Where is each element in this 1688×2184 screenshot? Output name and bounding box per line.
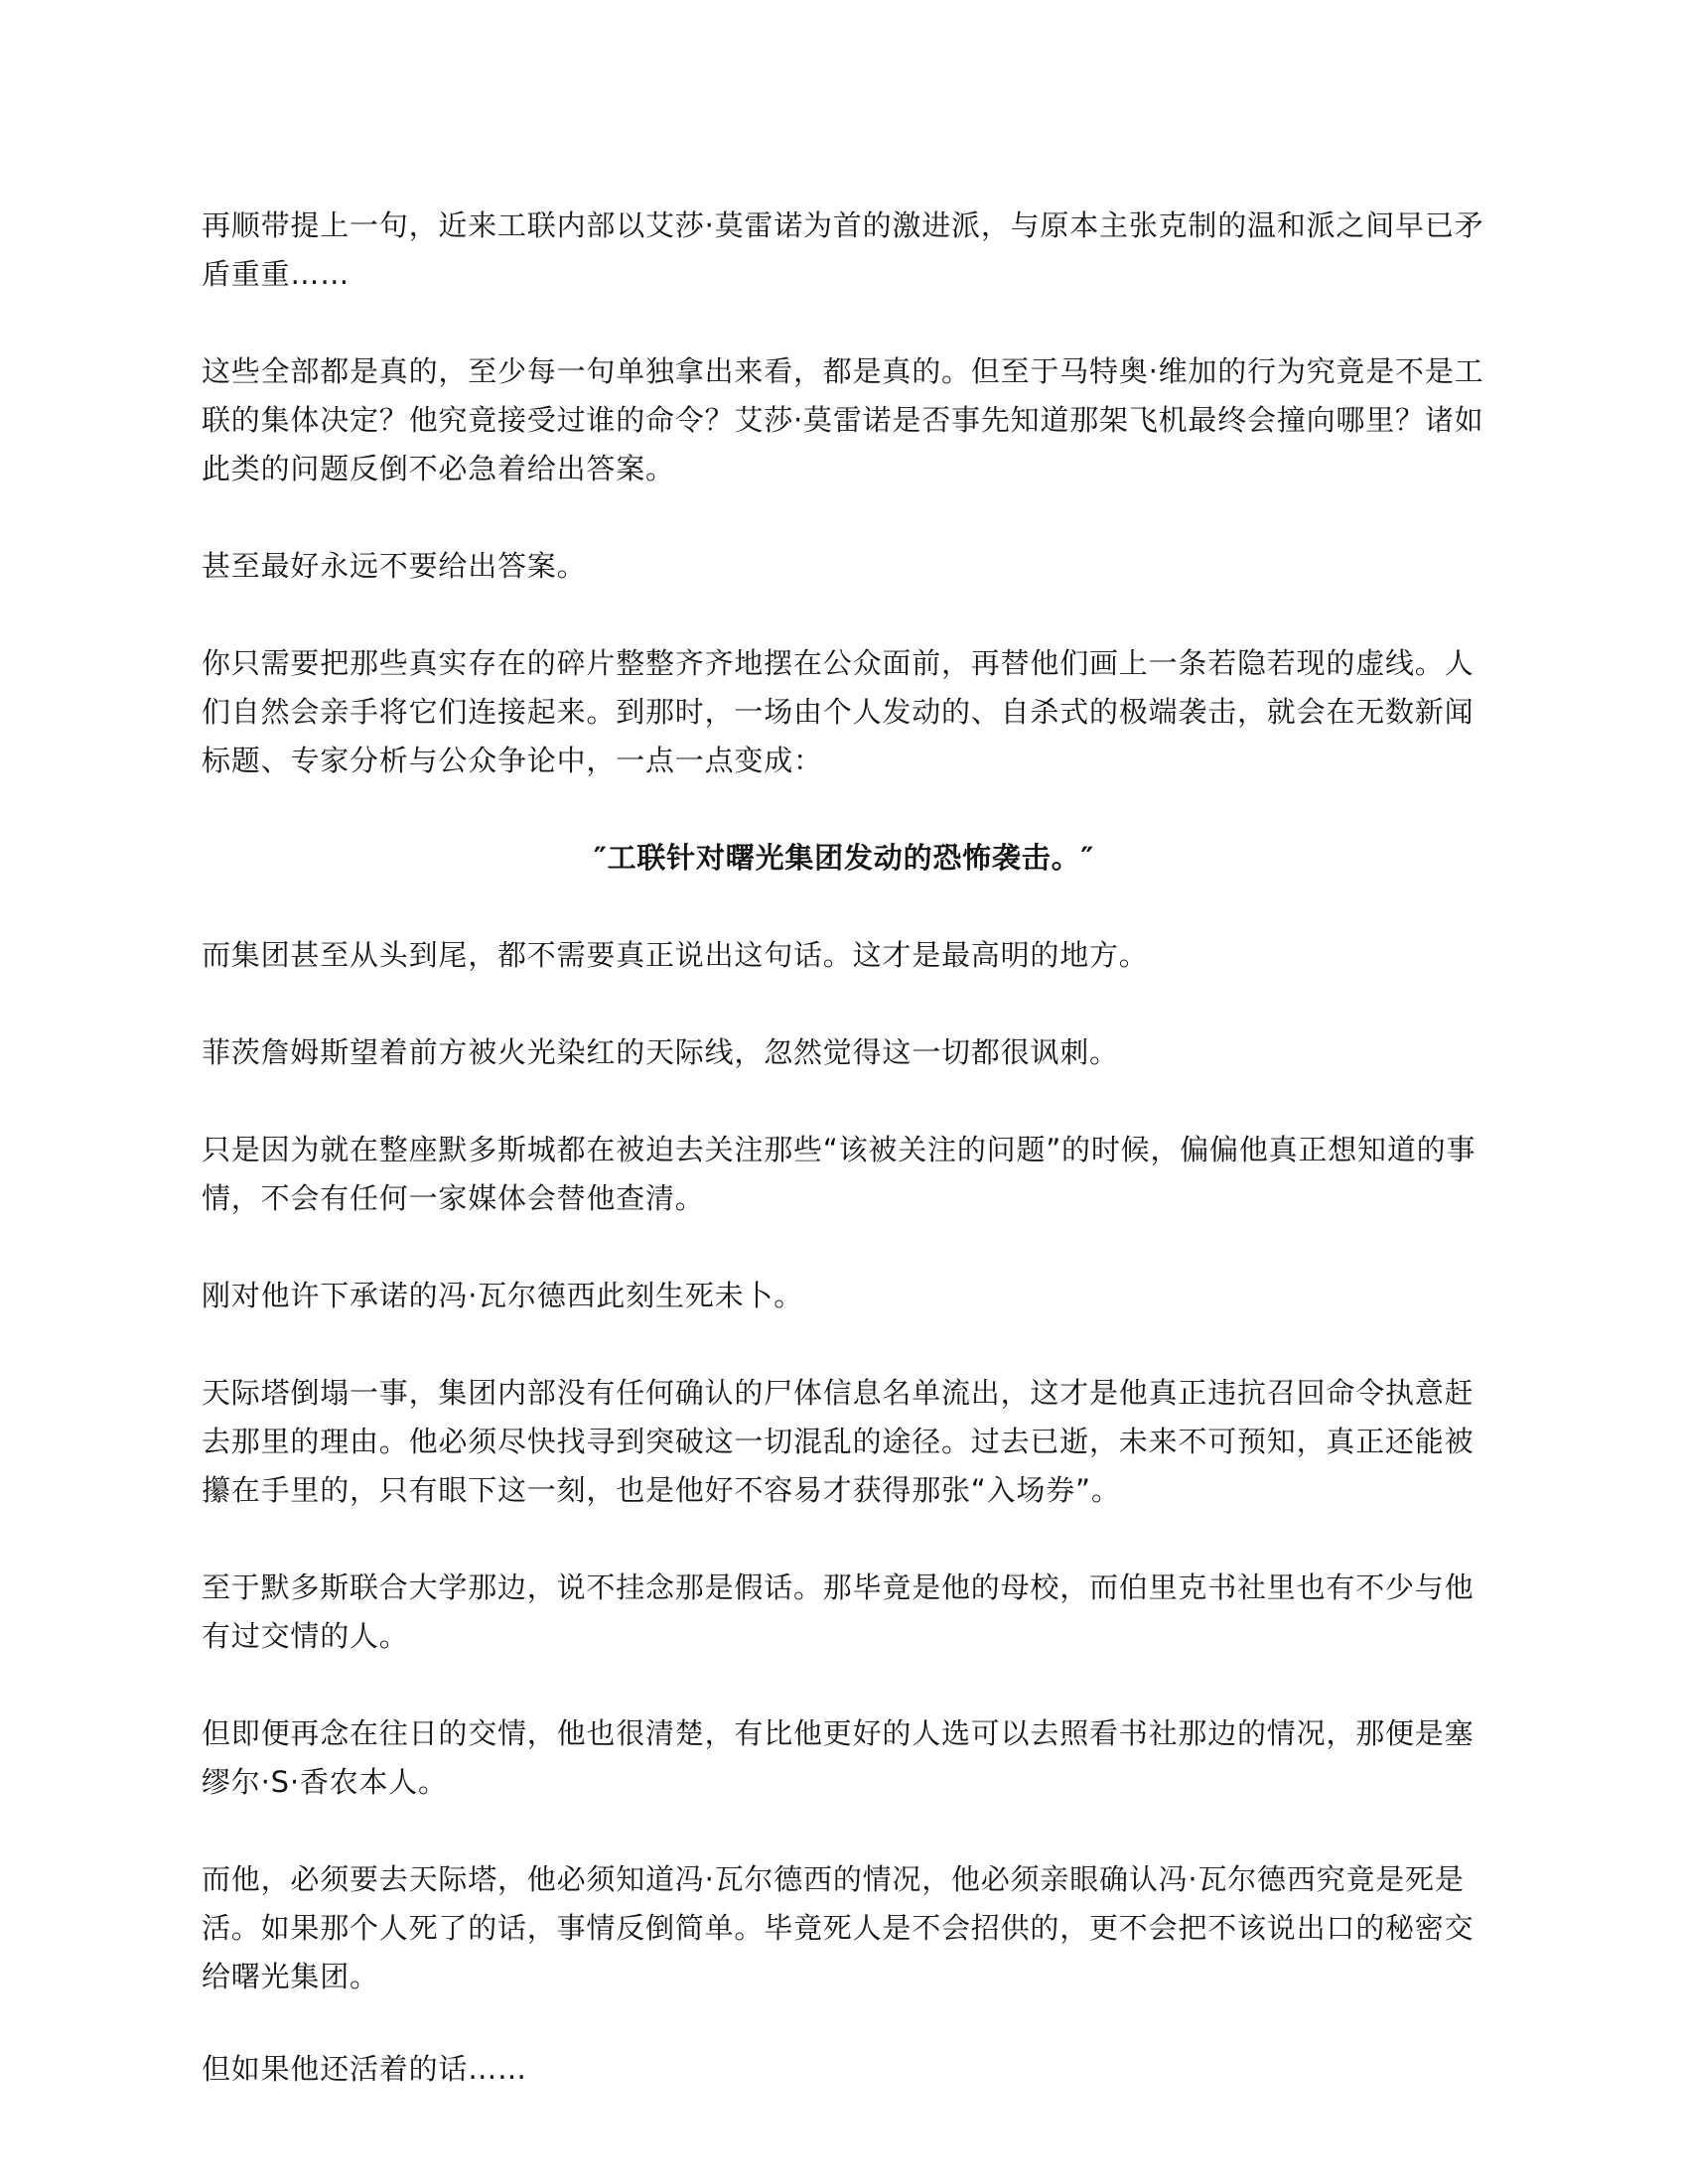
document-body xyxy=(202,202,1486,2142)
paragraph-13: 而他，必须要去天际塔，他必须知道冯·瓦尔德西的情况，他必须亲眼确认冯·瓦尔德西究竟是死是活。如果那个人死了的话，事情反倒简单。毕竟死人是不会招供的，更不会把不该说出口的秘密交给曙光集团。 xyxy=(202,1862,1475,1993)
paragraph-2: 这些全部都是真的，至少每一句单独拿出来看，都是真的。但至于马特奥·维加的行为究竟是不是工联的集体决定？他究竟接受过谁的命令？艾莎·莫雷诺是否事先知道那架飞机最终会撞向哪里？诸如此类的问题反倒不必急着给出答案。 xyxy=(202,354,1484,485)
paragraph-8: 只是因为就在整座默多斯城都在被迫去关注那些“该被关注的问题”的时候，偏偏他真正想知道的事情，不会有任何一家媒体会替他查清。 xyxy=(202,1133,1477,1215)
paragraph-1: 再顺带提上一句，近来工联内部以艾莎·莫雷诺为首的激进派，与原本主张克制的温和派之间早已矛盾重重…… xyxy=(202,208,1484,291)
quoted-headline: ″工联针对曙光集团发动的恐怖袭击。″ xyxy=(593,841,1095,875)
paragraph-4: 你只需要把那些真实存在的碎片整整齐齐地摆在公众面前，再替他们画上一条若隐若现的虚线。人们自然会亲手将它们连接起来。到那时，一场由个人发动的、自杀式的极端袭击，就会在无数新闻标题、专家分析与公众争论中，一点一点变成： xyxy=(202,646,1475,777)
paragraph-10: 天际塔倒塌一事，集团内部没有任何确认的尸体信息名单流出，这才是他真正违抗召回命令执意赶去那里的理由。他必须尽快找寻到突破这一切混乱的途径。过去已逝，未来不可预知，真正还能被攥在手里的，只有眼下这一刻，也是他好不容易才获得那张“入场券”。 xyxy=(202,1376,1475,1507)
paragraph-9: 刚对他许下承诺的冯·瓦尔德西此刻生死未卜。 xyxy=(202,1279,804,1312)
paragraph-7: 菲茨詹姆斯望着前方被火光染红的天际线，忽然觉得这一切都很讽刺。 xyxy=(202,1035,1119,1069)
paragraph-11: 至于默多斯联合大学那边，说不挂念那是假话。那毕竟是他的母校，而伯里克书社里也有不少与他有过交情的人。 xyxy=(202,1570,1475,1653)
paragraph-14: 但如果他还活着的话…… xyxy=(202,2052,527,2086)
paragraph-3: 甚至最好永远不要给出答案。 xyxy=(202,549,587,583)
paragraph-12: 但即便再念在往日的交情，他也很清楚，有比他更好的人选可以去照看书社那边的情况，那便是塞缪尔·S·香农本人。 xyxy=(202,1716,1475,1799)
paragraph-6: 而集团甚至从头到尾，都不需要真正说出这句话。这才是最高明的地方。 xyxy=(202,938,1149,972)
